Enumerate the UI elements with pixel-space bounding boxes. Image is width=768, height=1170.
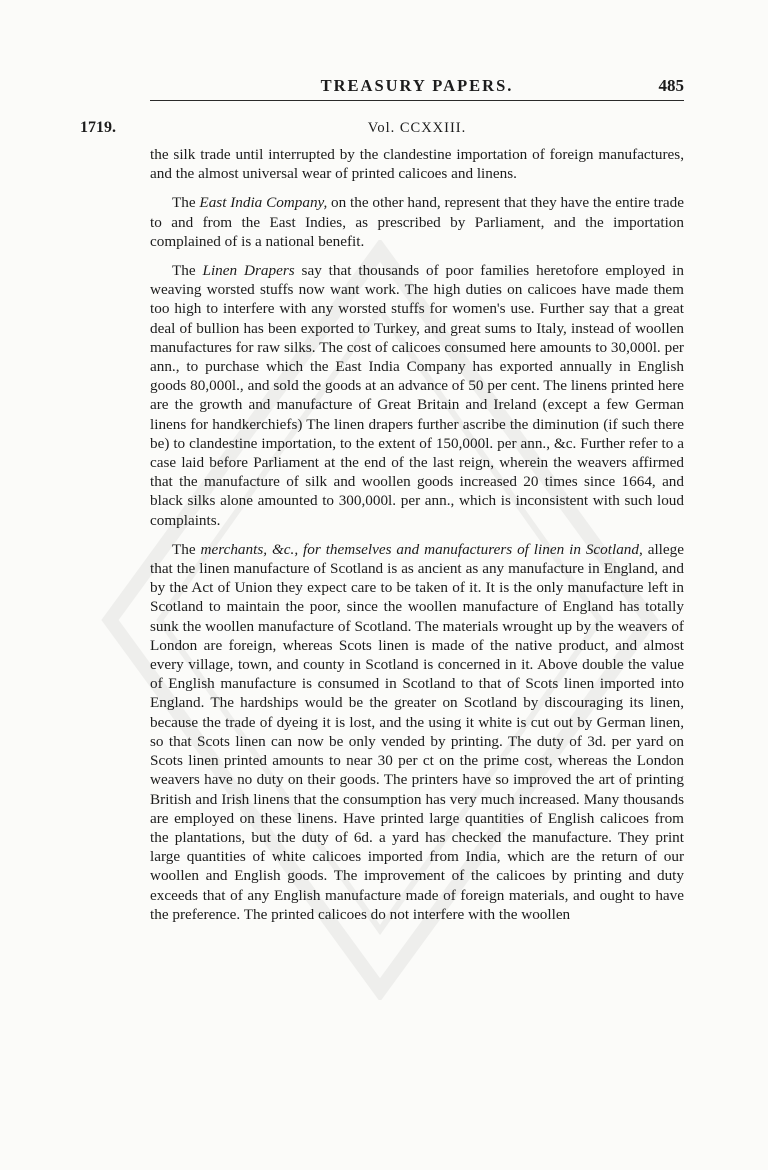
paragraph-text: on the other hand, represent that they have the entire trade to and from the East Indies, as prescribed by Parliament, and the importation complained of is a national benefit. bbox=[150, 194, 685, 250]
paragraph-text: say that thousands of poor families heretofore employed in weaving worsted stuffs now want work. The high duties on calicoes have made them too high to interfere with any worsted stuffs for women's use. Further say that a great deal of bullion has been exported to Turkey, and great sums to Italy, instead of woollen manufactures for raw silks. The cost of calicoes consumed here amounts to 30,000l. per ann., to purchase which the East India Company has exported annually in English goods 80,000l., and sold the goods at an advance of 50 per cent. The linens printed here are the growth and manufacture of Great Britain and Ireland (except a few German linens for handkerchiefs) The linen drapers further ascribe the diminution (if such there be) to clandestine importation, to the extent of 150,000l. per ann., &c. Further refer to a case laid before Parliament at the end of the last reign, wherein the weavers affirmed that the manufacture of silk and woollen goods increased 20 times since 1664, and black silks alone amounted to 300,000l. per ann., which is inconsistent with such loud complaints. bbox=[150, 262, 684, 529]
volume-heading: Vol. CCXXIII. bbox=[367, 120, 467, 136]
paragraph-text: allege that the linen manufacture of Scotland is as ancient as any manufacture in England, and by the Act of Union they expect care to be taken of it. It is the only manufacture left in Scotland to maintain the poor, since the woollen manufacture of England has totally sunk the woollen manufacture of Scotland. The materials wrought up by the weavers of London are foreign, whereas Scots linen is made of the native product, and almost every village, town, and county in Scotland is concerned in it. Above double the value of English manufacture is consumed in Scotland to that of Scots linen imported into England. The hardships would be the greater on Scotland by discouraging its linen, because the trade of dyeing it is lost, and the using it white is cut out by German linen, so that Scots linen can now be only vended by printing. The duty of 3d. per yard on Scots linen printed amounts to near 30 per ct on the prime cost, whereas the London weavers have no duty on their goods. The printers have so improved the art of printing British and Irish linens that the consumption has very much increased. Many thousands are employed on these linens. Have printed large quantities of English calicoes from the plantations, but the duty of 6d. a yard has checked the manufacture. They print large quantities of white calicoes imported from India, which are the return of our woollen and English goods. The improvement of the calicoes by printing and duty exceeds that of any English manufacture made of foreign materials, and ought to have the preference. The printed calicoes do not interfere with the woollen bbox=[150, 540, 684, 923]
paragraph-scotland-merchants bbox=[150, 540, 684, 924]
paragraph-lead: East India Company, bbox=[199, 194, 328, 212]
paragraph-lead: Linen Drapers bbox=[202, 262, 295, 280]
paragraph-east-india-company bbox=[150, 193, 684, 251]
paragraph-pre: The bbox=[172, 194, 200, 212]
page-header bbox=[150, 76, 684, 101]
paragraph-pre: The bbox=[172, 262, 203, 280]
paragraph-text: the silk trade until interrupted by the clandestine importation of foreign manufactures, and the almost universal wear of printed calicoes and linens. bbox=[150, 146, 684, 183]
page-number: 485 bbox=[658, 76, 684, 95]
paragraph-lead: merchants, &c., for themselves and manufacturers of linen in Scotland, bbox=[200, 540, 643, 558]
paragraph-linen-drapers bbox=[150, 261, 684, 530]
paragraph-continuation bbox=[150, 145, 684, 183]
margin-year: 1719. bbox=[80, 119, 116, 136]
paragraph-pre: The bbox=[172, 540, 201, 558]
running-title: TREASURY PAPERS. bbox=[320, 76, 514, 95]
body-text bbox=[150, 145, 684, 934]
